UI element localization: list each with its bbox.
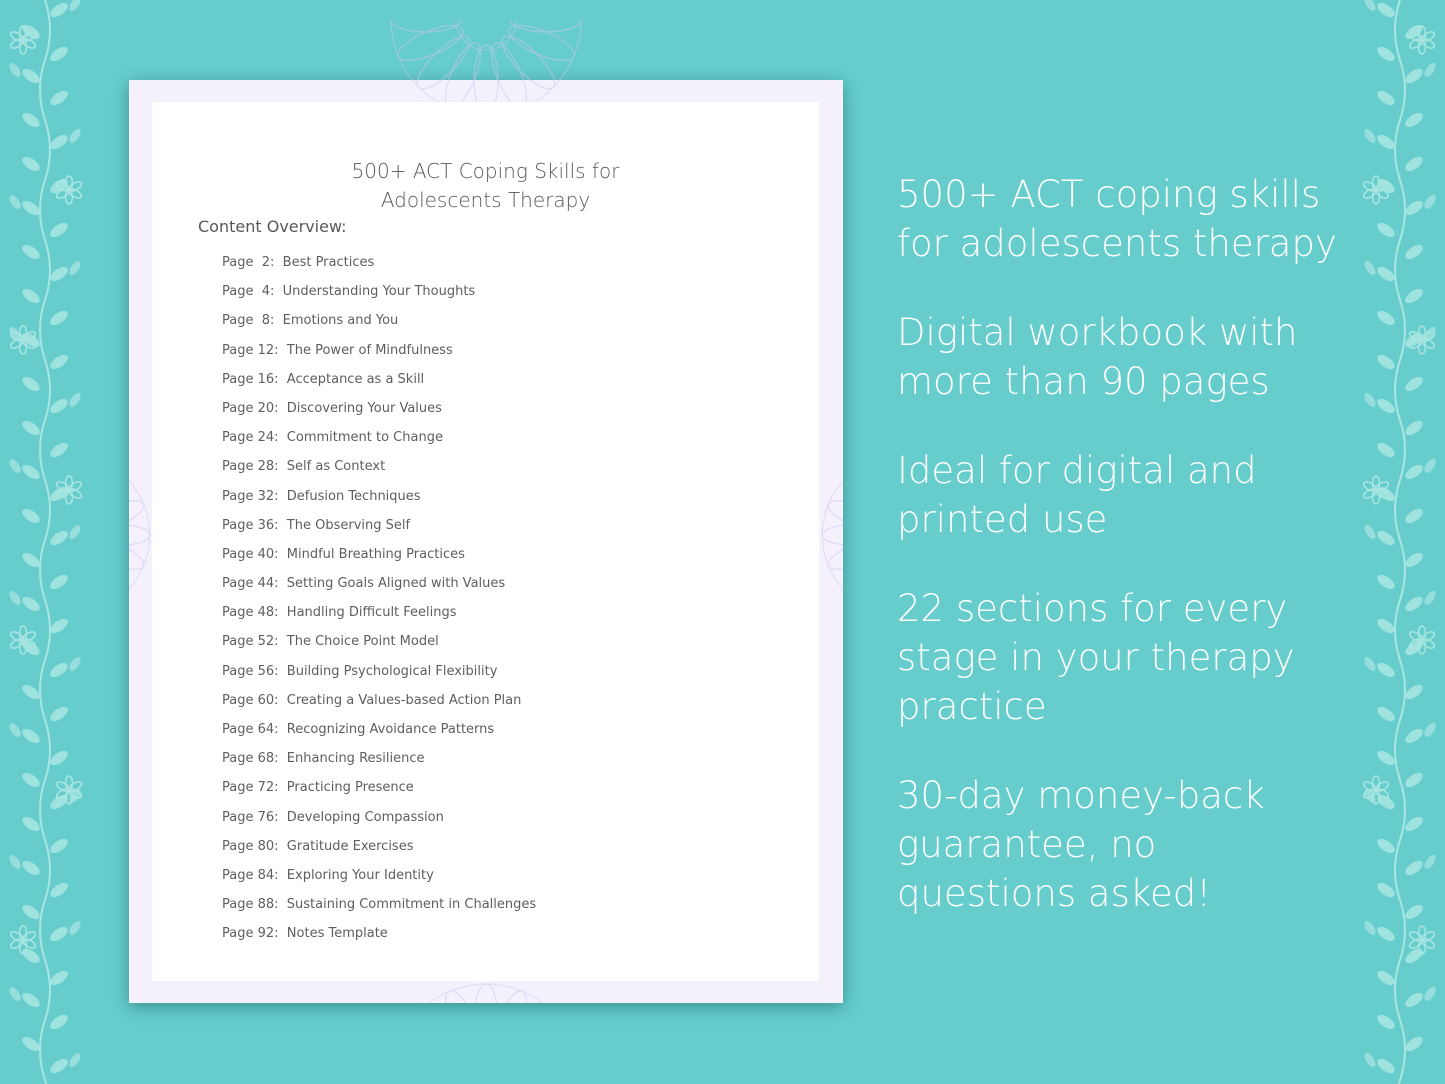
table-of-contents [222,255,536,956]
feature-item [897,170,1417,268]
feature-item [897,308,1417,406]
mandala-left-icon [129,450,152,620]
toc-item: Page 72: Practicing Presence [222,780,414,796]
toc-item: Page 64: Recognizing Avoidance Patterns [222,722,495,737]
workbook-page-preview [129,80,843,1003]
feature-line: practice [897,685,1047,728]
toc-item: Page 88: Sustaining Commitment in Challenges [222,897,537,913]
toc-item: Page 16: Acceptance as a Skill [222,371,425,387]
feature-item [897,771,1417,918]
floral-vine-left-icon [0,0,95,1084]
toc-item: Page 60: Creating a Values-based Action Plan [222,692,522,708]
document-title-line2: Adolescents Therapy [380,188,591,212]
mandala-top-icon [386,20,586,104]
toc-item: Page 84: Exploring Your Identity [222,867,434,883]
feature-line: for adolescents therapy [897,222,1337,265]
feature-line: 500+ ACT coping skills [897,173,1321,216]
feature-line: printed use [897,498,1108,541]
toc-item: Page 52: The Choice Point Model [222,634,439,650]
feature-line: questions asked! [897,872,1212,915]
toc-item: Page 28: Self as Context [222,459,386,475]
feature-line: guarantee, no [897,823,1157,866]
toc-item: Page 40: Mindful Breathing Practices [222,546,465,562]
toc-item: Page 68: Enhancing Resilience [222,751,425,767]
toc-item: Page 20: Discovering Your Values [222,400,442,416]
toc-item: Page 44: Setting Goals Aligned with Values [222,576,506,592]
toc-item: Page 56: Building Psychological Flexibility [222,663,498,679]
toc-item: Page 4: Understanding Your Thoughts [222,284,476,300]
toc-item: Page 2: Best Practices [222,255,375,270]
document-title-line1: 500+ ACT Coping Skills for [351,159,620,183]
toc-item: Page 8: Emotions and You [222,313,399,329]
feature-line: 22 sections for every [897,587,1288,630]
feature-line: Digital workbook with [897,311,1298,354]
feature-line: 30-day money-back [897,774,1265,817]
toc-item: Page 80: Gratitude Exercises [222,838,414,854]
feature-list [897,170,1417,958]
toc-item: Page 24: Commitment to Change [222,430,443,446]
mandala-bottom-icon [386,979,586,1003]
toc-item: Page 48: Handling Difficult Feelings [222,605,457,621]
content-overview-heading: Content Overview: [198,217,347,236]
toc-item: Page 12: The Power of Mindfulness [222,342,453,358]
toc-item: Page 36: The Observing Self [222,517,411,533]
feature-item [897,446,1417,544]
toc-item: Page 32: Defusion Techniques [222,488,421,504]
toc-item: Page 76: Developing Compassion [222,809,444,825]
toc-item: Page 92: Notes Template [222,926,388,942]
feature-line: Ideal for digital and [897,449,1257,492]
page-content [152,102,819,981]
document-title [152,157,819,215]
feature-item [897,584,1417,731]
feature-line: more than 90 pages [897,360,1270,403]
mandala-right-icon [819,450,843,620]
feature-line: stage in your therapy [897,636,1295,679]
